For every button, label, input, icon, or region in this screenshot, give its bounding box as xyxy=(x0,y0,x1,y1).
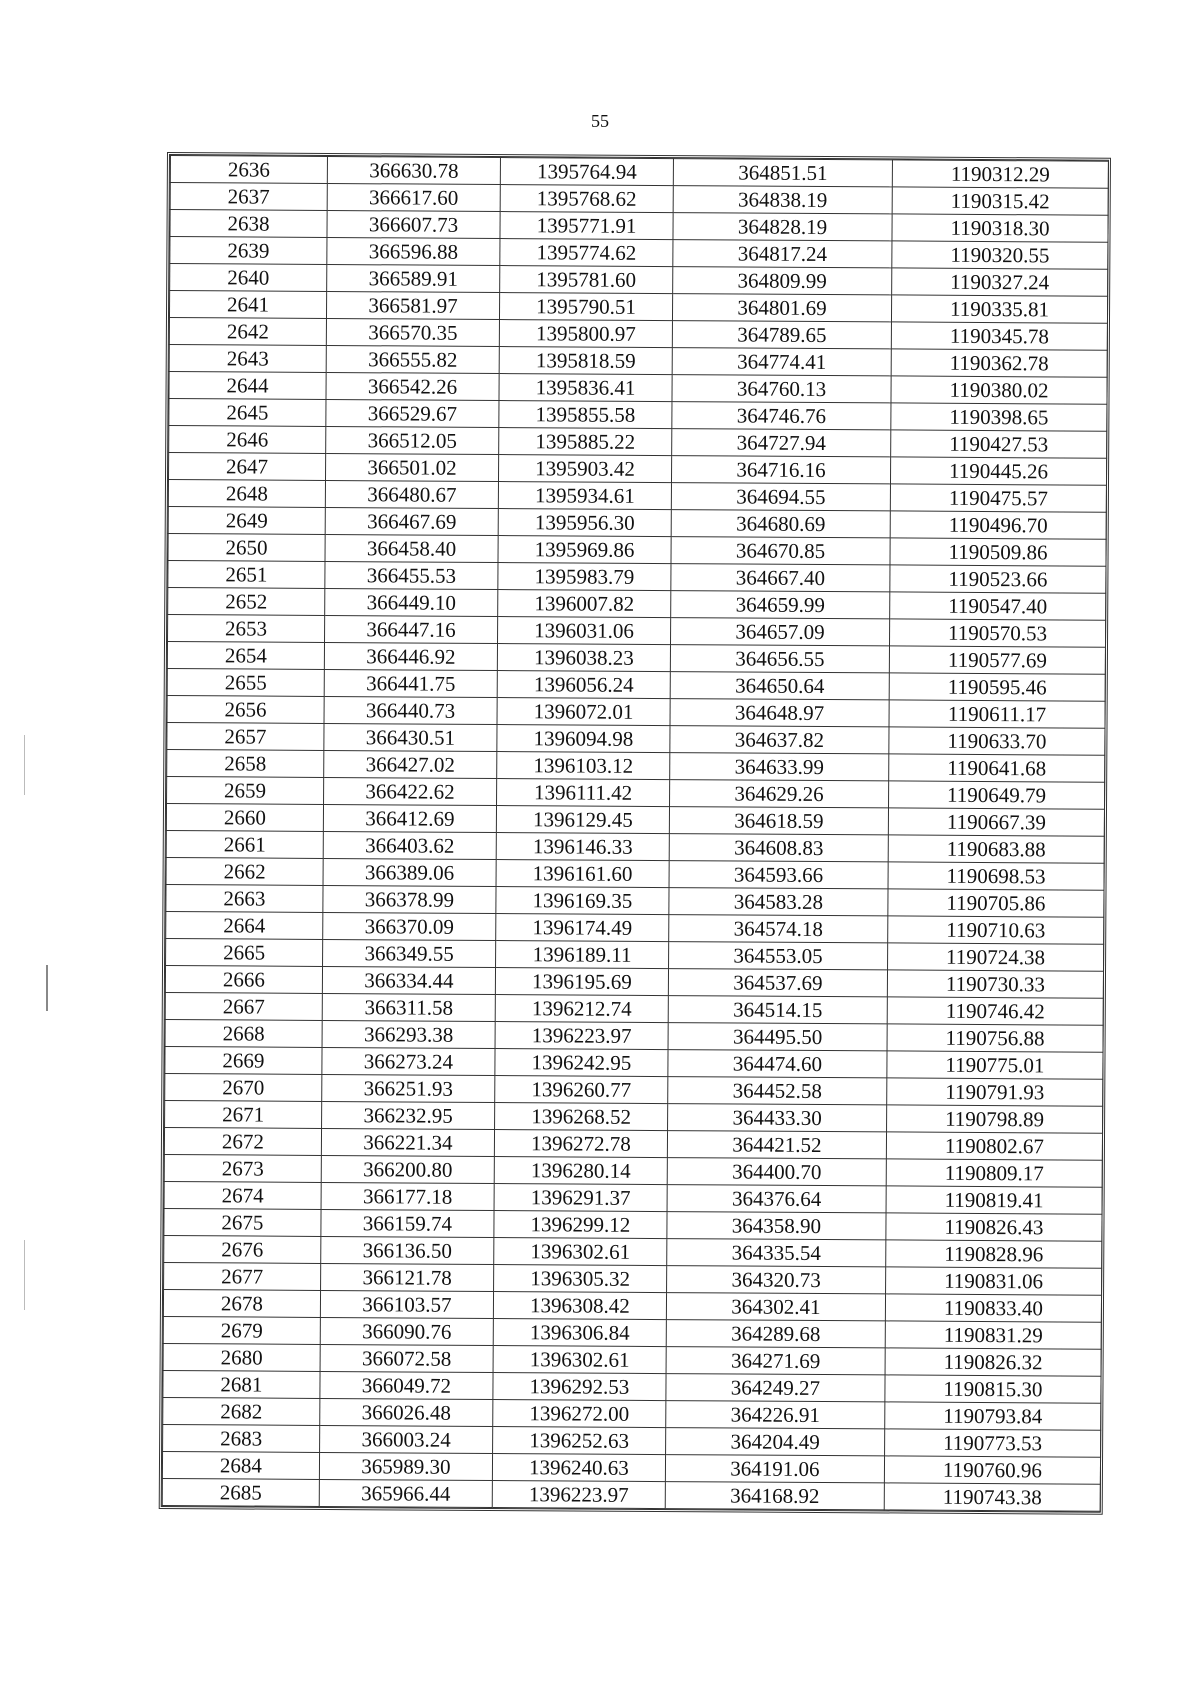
coordinate-cell: 1396129.45 xyxy=(496,806,669,834)
point-number-cell: 2683 xyxy=(163,1424,320,1452)
coordinate-cell: 1395934.61 xyxy=(498,482,671,510)
coordinate-cell: 366570.35 xyxy=(326,318,499,346)
coordinate-cell: 1190773.53 xyxy=(885,1429,1101,1457)
coordinate-cell: 366159.74 xyxy=(321,1209,494,1237)
coordinate-cell: 1190335.81 xyxy=(891,295,1107,323)
coordinate-cell: 1190649.79 xyxy=(889,781,1105,809)
coordinate-cell: 366136.50 xyxy=(321,1236,494,1264)
coordinate-cell: 366221.34 xyxy=(321,1128,494,1156)
coordinate-cell: 366467.69 xyxy=(325,507,498,535)
coordinate-cell: 364746.76 xyxy=(672,402,891,430)
coordinate-cell: 364656.55 xyxy=(670,645,889,673)
coordinate-cell: 364760.13 xyxy=(672,375,891,403)
coordinate-cell: 1190831.29 xyxy=(885,1321,1101,1349)
scan-artifact xyxy=(24,735,25,795)
coordinate-cell: 1190570.53 xyxy=(889,619,1105,647)
coordinate-cell: 1190760.96 xyxy=(884,1456,1100,1484)
coordinate-cell: 364667.40 xyxy=(671,564,890,592)
point-number-cell: 2636 xyxy=(170,156,327,184)
coordinate-cell: 1190345.78 xyxy=(891,322,1107,350)
point-number-cell: 2658 xyxy=(167,750,324,778)
coordinate-cell: 366251.93 xyxy=(322,1074,495,1102)
point-number-cell: 2674 xyxy=(164,1182,321,1210)
coordinate-table xyxy=(159,152,1111,1515)
point-number-cell: 2679 xyxy=(163,1316,320,1344)
point-number-cell: 2665 xyxy=(166,939,323,967)
coordinate-cell: 1396056.24 xyxy=(497,671,670,699)
coordinate-cell: 1190730.33 xyxy=(887,970,1103,998)
coordinate-cell: 1190815.30 xyxy=(885,1375,1101,1403)
coordinate-cell: 1395855.58 xyxy=(499,401,672,429)
coordinate-cell: 364537.69 xyxy=(668,969,887,997)
coordinate-cell: 1190705.86 xyxy=(888,889,1104,917)
coordinate-cell: 366403.62 xyxy=(323,831,496,859)
coordinate-cell: 364789.65 xyxy=(672,321,891,349)
point-number-cell: 2656 xyxy=(167,696,324,724)
coordinate-cell: 1396260.77 xyxy=(495,1076,668,1104)
coordinate-cell: 1395969.86 xyxy=(498,536,671,564)
coordinate-cell: 364168.92 xyxy=(665,1482,884,1510)
coordinate-cell: 1190312.29 xyxy=(892,160,1108,188)
coordinate-cell: 1396302.61 xyxy=(493,1346,666,1374)
point-number-cell: 2640 xyxy=(170,264,327,292)
coordinate-cell: 366273.24 xyxy=(322,1047,495,1075)
point-number-cell: 2650 xyxy=(168,534,325,562)
coordinate-cell: 366103.57 xyxy=(320,1290,493,1318)
coordinate-cell: 366449.10 xyxy=(325,588,498,616)
coordinate-cell: 366049.72 xyxy=(320,1371,493,1399)
coordinate-cell: 364637.82 xyxy=(670,726,889,754)
coordinate-cell: 364633.99 xyxy=(670,753,889,781)
coordinate-cell: 364289.68 xyxy=(666,1320,885,1348)
coordinate-cell: 366311.58 xyxy=(322,993,495,1021)
point-number-cell: 2649 xyxy=(168,507,325,535)
coordinate-cell: 366617.60 xyxy=(327,183,500,211)
point-number-cell: 2646 xyxy=(169,426,326,454)
coordinate-cell: 1395781.60 xyxy=(500,266,673,294)
coordinate-cell: 1396007.82 xyxy=(498,590,671,618)
coordinate-cell: 1190746.42 xyxy=(887,997,1103,1025)
coordinate-cell: 364400.70 xyxy=(667,1158,886,1186)
point-number-cell: 2667 xyxy=(165,993,322,1021)
coordinate-cell: 364249.27 xyxy=(666,1374,885,1402)
coordinate-cell: 1190427.53 xyxy=(891,430,1107,458)
coordinate-cell: 1190683.88 xyxy=(888,835,1104,863)
coordinate-cell: 1396308.42 xyxy=(493,1292,666,1320)
point-number-cell: 2645 xyxy=(169,399,326,427)
point-number-cell: 2664 xyxy=(166,912,323,940)
coordinate-cell: 1396094.98 xyxy=(497,725,670,753)
coordinate-cell: 1396111.42 xyxy=(497,779,670,807)
coordinate-cell: 364838.19 xyxy=(673,186,892,214)
coordinate-cell: 1190756.88 xyxy=(887,1024,1103,1052)
coordinate-cell: 1190611.17 xyxy=(889,700,1105,728)
coordinate-cell: 1190315.42 xyxy=(892,187,1108,215)
point-number-cell: 2684 xyxy=(162,1451,319,1479)
coordinate-cell: 366630.78 xyxy=(327,156,500,184)
coordinate-cell: 365989.30 xyxy=(319,1452,492,1480)
coordinate-cell: 1396223.97 xyxy=(492,1481,665,1509)
coordinate-cell: 366026.48 xyxy=(320,1398,493,1426)
point-number-cell: 2644 xyxy=(169,372,326,400)
coordinate-cell: 1190523.66 xyxy=(890,565,1106,593)
coordinate-cell: 364716.16 xyxy=(671,456,890,484)
coordinate-cell: 1190819.41 xyxy=(886,1186,1102,1214)
coordinate-cell: 1395790.51 xyxy=(499,293,672,321)
coordinate-cell: 1396305.32 xyxy=(494,1265,667,1293)
coordinate-cell: 366232.95 xyxy=(322,1101,495,1129)
coordinate-cell: 366003.24 xyxy=(320,1425,493,1453)
coordinate-cell: 366389.06 xyxy=(323,858,496,886)
coordinate-cell: 1395903.42 xyxy=(498,455,671,483)
coordinate-cell: 1190791.93 xyxy=(887,1078,1103,1106)
coordinate-cell: 364618.59 xyxy=(669,807,888,835)
coordinate-cell: 1396299.12 xyxy=(494,1211,667,1239)
coordinate-cell: 364801.69 xyxy=(672,294,891,322)
point-number-cell: 2672 xyxy=(164,1128,321,1156)
point-number-cell: 2675 xyxy=(164,1209,321,1237)
coordinate-cell: 1395956.30 xyxy=(498,509,671,537)
point-number-cell: 2637 xyxy=(170,183,327,211)
coordinate-cell: 1190547.40 xyxy=(890,592,1106,620)
coordinate-cell: 366480.67 xyxy=(325,480,498,508)
coordinate-cell: 1190724.38 xyxy=(888,943,1104,971)
coordinate-cell: 1395836.41 xyxy=(499,374,672,402)
point-number-cell: 2676 xyxy=(164,1236,321,1264)
coordinate-cell: 364583.28 xyxy=(669,888,888,916)
coordinate-cell: 364629.26 xyxy=(670,780,889,808)
point-number-cell: 2643 xyxy=(169,345,326,373)
coordinate-cell: 364851.51 xyxy=(673,159,892,187)
coordinate-cell: 1395818.59 xyxy=(499,347,672,375)
coordinate-cell: 364433.30 xyxy=(668,1104,887,1132)
scan-artifact xyxy=(46,965,48,1011)
coordinate-cell: 1190710.63 xyxy=(888,916,1104,944)
coordinate-cell: 1396252.63 xyxy=(493,1427,666,1455)
coordinate-cell: 1396240.63 xyxy=(492,1454,665,1482)
coordinate-cell: 1190320.55 xyxy=(892,241,1108,269)
coordinate-cell: 366200.80 xyxy=(321,1155,494,1183)
coordinate-cell: 1396272.00 xyxy=(493,1400,666,1428)
coordinate-cell: 1190362.78 xyxy=(891,349,1107,377)
coordinate-cell: 364694.55 xyxy=(671,483,890,511)
coordinate-cell: 1395764.94 xyxy=(500,158,673,186)
coordinate-cell: 364191.06 xyxy=(665,1455,884,1483)
coordinate-cell: 366555.82 xyxy=(326,345,499,373)
coordinate-cell: 366512.05 xyxy=(326,426,499,454)
coordinate-cell: 1395800.97 xyxy=(499,320,672,348)
coordinate-cell: 366370.09 xyxy=(323,912,496,940)
table-body xyxy=(162,156,1108,1512)
coordinate-cell: 1190809.17 xyxy=(886,1159,1102,1187)
point-number-cell: 2680 xyxy=(163,1343,320,1371)
coordinate-cell: 1190775.01 xyxy=(887,1051,1103,1079)
coordinate-cell: 364817.24 xyxy=(673,240,892,268)
coordinate-cell: 366501.02 xyxy=(325,453,498,481)
coordinate-cell: 1190641.68 xyxy=(889,754,1105,782)
point-number-cell: 2677 xyxy=(164,1263,321,1291)
coordinate-cell: 1190802.67 xyxy=(886,1132,1102,1160)
point-number-cell: 2668 xyxy=(165,1020,322,1048)
coordinate-cell: 1190831.06 xyxy=(886,1267,1102,1295)
coordinate-cell: 366455.53 xyxy=(325,561,498,589)
point-number-cell: 2657 xyxy=(167,723,324,751)
point-number-cell: 2641 xyxy=(169,291,326,319)
coordinate-cell: 1190577.69 xyxy=(889,646,1105,674)
coordinate-cell: 364659.99 xyxy=(671,591,890,619)
coordinate-cell: 364376.64 xyxy=(667,1185,886,1213)
coordinate-cell: 1395774.62 xyxy=(500,239,673,267)
coordinate-cell: 1190595.46 xyxy=(889,673,1105,701)
coordinate-cell: 366177.18 xyxy=(321,1182,494,1210)
coordinate-cell: 364226.91 xyxy=(666,1401,885,1429)
coordinate-cell: 366589.91 xyxy=(327,264,500,292)
coordinate-cell: 364271.69 xyxy=(666,1347,885,1375)
point-number-cell: 2685 xyxy=(162,1478,319,1506)
coordinate-cell: 366440.73 xyxy=(324,696,497,724)
coordinate-cell: 1395885.22 xyxy=(499,428,672,456)
table-row xyxy=(162,1478,1100,1511)
coordinate-cell: 365966.44 xyxy=(319,1479,492,1507)
point-number-cell: 2655 xyxy=(167,669,324,697)
coordinate-cell: 1190445.26 xyxy=(890,457,1106,485)
coordinate-cell: 1190496.70 xyxy=(890,511,1106,539)
point-number-cell: 2670 xyxy=(165,1074,322,1102)
coordinate-cell: 364680.69 xyxy=(671,510,890,538)
coordinate-cell: 1396306.84 xyxy=(493,1319,666,1347)
coordinate-cell: 1395983.79 xyxy=(498,563,671,591)
coordinate-cell: 366072.58 xyxy=(320,1344,493,1372)
point-number-cell: 2661 xyxy=(166,831,323,859)
coordinate-cell: 1396242.95 xyxy=(495,1049,668,1077)
coordinate-cell: 366121.78 xyxy=(321,1263,494,1291)
coordinate-cell: 366447.16 xyxy=(325,615,498,643)
coordinate-cell: 1190826.32 xyxy=(885,1348,1101,1376)
coordinate-cell: 1190828.96 xyxy=(886,1240,1102,1268)
coordinate-cell: 1396072.01 xyxy=(497,698,670,726)
coordinate-cell: 1396195.69 xyxy=(495,968,668,996)
coordinate-cell: 364452.58 xyxy=(668,1077,887,1105)
coordinate-cell: 364335.54 xyxy=(667,1239,886,1267)
coordinate-cell: 1396223.97 xyxy=(495,1022,668,1050)
coordinate-cell: 1190475.57 xyxy=(890,484,1106,512)
point-number-cell: 2682 xyxy=(163,1397,320,1425)
coordinate-cell: 1190327.24 xyxy=(892,268,1108,296)
coordinate-cell: 1396103.12 xyxy=(497,752,670,780)
coordinate-cell: 1395771.91 xyxy=(500,212,673,240)
coordinate-cell: 1190793.84 xyxy=(885,1402,1101,1430)
coordinate-cell: 364302.41 xyxy=(666,1293,885,1321)
coordinate-cell: 1396272.78 xyxy=(494,1130,667,1158)
coordinate-cell: 364809.99 xyxy=(673,267,892,295)
coordinate-cell: 366529.67 xyxy=(326,399,499,427)
coordinate-cell: 1190509.86 xyxy=(890,538,1106,566)
coordinate-cell: 364358.90 xyxy=(667,1212,886,1240)
coordinate-cell: 364727.94 xyxy=(672,429,891,457)
point-number-cell: 2654 xyxy=(167,642,324,670)
coordinate-cell: 1396268.52 xyxy=(495,1103,668,1131)
coordinate-cell: 364670.85 xyxy=(671,537,890,565)
coordinate-cell: 1395768.62 xyxy=(500,185,673,213)
coordinate-cell: 1396169.35 xyxy=(496,887,669,915)
scan-artifact xyxy=(24,1240,25,1310)
coordinate-cell: 1396302.61 xyxy=(494,1238,667,1266)
point-number-cell: 2663 xyxy=(166,885,323,913)
point-number-cell: 2660 xyxy=(166,804,323,832)
coordinate-cell: 366430.51 xyxy=(324,723,497,751)
coordinate-cell: 1396189.11 xyxy=(496,941,669,969)
coordinate-cell: 1190380.02 xyxy=(891,376,1107,404)
coordinate-cell: 364648.97 xyxy=(670,699,889,727)
coordinate-cell: 366458.40 xyxy=(325,534,498,562)
point-number-cell: 2651 xyxy=(168,561,325,589)
coordinate-cell: 366446.92 xyxy=(324,642,497,670)
coordinate-cell: 1190698.53 xyxy=(888,862,1104,890)
coordinate-cell: 1396280.14 xyxy=(494,1157,667,1185)
point-number-cell: 2669 xyxy=(165,1047,322,1075)
coordinate-cell: 364657.09 xyxy=(671,618,890,646)
coordinate-cell: 366378.99 xyxy=(323,885,496,913)
coordinate-cell: 366349.55 xyxy=(323,939,496,967)
point-number-cell: 2642 xyxy=(169,318,326,346)
coordinate-cell: 1190667.39 xyxy=(888,808,1104,836)
coordinate-cell: 366422.62 xyxy=(324,777,497,805)
coordinate-cell: 1396031.06 xyxy=(498,617,671,645)
coordinate-cell: 364553.05 xyxy=(669,942,888,970)
point-number-cell: 2681 xyxy=(163,1370,320,1398)
point-number-cell: 2647 xyxy=(168,453,325,481)
coordinate-cell: 366090.76 xyxy=(320,1317,493,1345)
point-number-cell: 2652 xyxy=(168,588,325,616)
coordinate-cell: 1190833.40 xyxy=(885,1294,1101,1322)
coordinate-cell: 364495.50 xyxy=(668,1023,887,1051)
coordinate-cell: 364514.15 xyxy=(668,996,887,1024)
coordinate-cell: 364204.49 xyxy=(666,1428,885,1456)
coordinate-cell: 366441.75 xyxy=(324,669,497,697)
coordinate-cell: 364474.60 xyxy=(668,1050,887,1078)
coordinate-cell: 1190826.43 xyxy=(886,1213,1102,1241)
coordinate-cell: 366596.88 xyxy=(327,237,500,265)
point-number-cell: 2662 xyxy=(166,858,323,886)
coordinate-cell: 364593.66 xyxy=(669,861,888,889)
coordinate-cell: 1396038.23 xyxy=(497,644,670,672)
coordinate-cell: 366412.69 xyxy=(323,804,496,832)
point-number-cell: 2653 xyxy=(168,615,325,643)
coordinate-cell: 1396292.53 xyxy=(493,1373,666,1401)
coordinate-cell: 1396146.33 xyxy=(496,833,669,861)
coordinate-cell: 1396174.49 xyxy=(496,914,669,942)
coordinate-cell: 366334.44 xyxy=(322,966,495,994)
point-number-cell: 2671 xyxy=(165,1101,322,1129)
coordinate-cell: 366293.38 xyxy=(322,1020,495,1048)
point-number-cell: 2659 xyxy=(167,777,324,805)
coordinate-cell: 1396161.60 xyxy=(496,860,669,888)
point-number-cell: 2638 xyxy=(170,210,327,238)
point-number-cell: 2666 xyxy=(165,966,322,994)
point-number-cell: 2673 xyxy=(164,1155,321,1183)
coordinate-cell: 366607.73 xyxy=(327,210,500,238)
point-number-cell: 2678 xyxy=(163,1290,320,1318)
coordinate-cell: 1396291.37 xyxy=(494,1184,667,1212)
coordinate-cell: 364828.19 xyxy=(673,213,892,241)
point-number-cell: 2648 xyxy=(168,480,325,508)
coordinate-cell: 364650.64 xyxy=(670,672,889,700)
point-number-cell: 2639 xyxy=(170,237,327,265)
coordinate-cell: 366542.26 xyxy=(326,372,499,400)
coordinate-cell: 1190318.30 xyxy=(892,214,1108,242)
coordinate-cell: 364421.52 xyxy=(667,1131,886,1159)
coordinate-cell: 1190798.89 xyxy=(887,1105,1103,1133)
coordinate-cell: 1190633.70 xyxy=(889,727,1105,755)
coordinate-cell: 364320.73 xyxy=(667,1266,886,1294)
coordinate-cell: 364608.83 xyxy=(669,834,888,862)
coordinate-cell: 1190743.38 xyxy=(884,1483,1100,1511)
coordinate-cell: 366427.02 xyxy=(324,750,497,778)
coordinate-cell: 364774.41 xyxy=(672,348,891,376)
coordinate-cell: 1190398.65 xyxy=(891,403,1107,431)
coordinate-cell: 1396212.74 xyxy=(495,995,668,1023)
coordinate-cell: 364574.18 xyxy=(669,915,888,943)
page-number: 55 xyxy=(591,111,609,131)
coordinate-cell: 366581.97 xyxy=(326,291,499,319)
